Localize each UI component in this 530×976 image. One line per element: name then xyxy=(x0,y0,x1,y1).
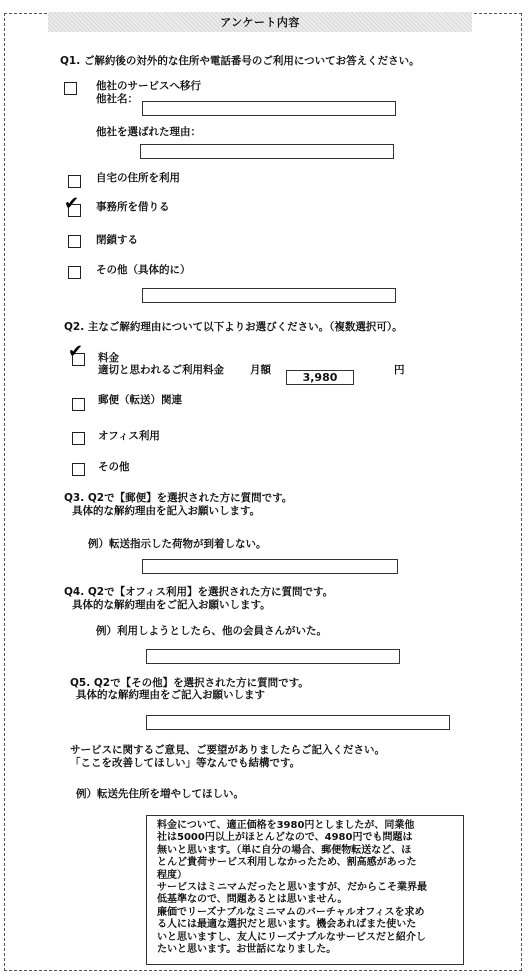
comment-line: 無いと思います。（単に自分の場合、郵便物転送など、ほ xyxy=(157,844,412,856)
q4-line2: 具体的な解約理由をご記入お願いします。 xyxy=(72,599,271,611)
q2-mail-label: 郵便（転送）関連 xyxy=(98,394,182,406)
q4-example: 例）利用しようとしたら、他の会員さんがいた。 xyxy=(96,625,327,637)
q1-own-address-label: 自宅の住所を利用 xyxy=(96,172,180,184)
q1-close-checkbox[interactable] xyxy=(68,235,81,248)
survey-title: アンケート内容 xyxy=(220,16,300,29)
q3-line1: Q3. Q2で【郵便】を選択された方に質問です。 xyxy=(64,492,293,504)
q1-question: Q1. ご解約後の対外的な住所や電話番号のご利用についてお答えください。 xyxy=(60,55,420,67)
comment-line: 低基準なので、問題あるとは思いません。 xyxy=(157,894,348,906)
checkmark-icon: ✔ xyxy=(64,193,80,214)
comment-line: 料金について、適正価格を3980円としましたが、同業他 xyxy=(157,820,415,831)
comment-line: る人には最適な選択だと思います。機会あればまた使いた xyxy=(157,919,417,931)
q2-question: Q2. 主なご解約理由について以下よりお選びください。（複数選択可）。 xyxy=(64,321,403,333)
q5-line2: 具体的な解約理由をご記入お願いします xyxy=(76,689,265,701)
q1-rent-office-label: 事務所を借りる xyxy=(96,201,170,213)
feedback-comment-box[interactable] xyxy=(146,815,464,965)
q2-fee-detail: 適切と思われるご利用料金 xyxy=(98,364,224,376)
q2-monthly-input[interactable]: 3,980 xyxy=(286,370,354,385)
q1-other-label: その他（具体的に） xyxy=(96,264,191,276)
q2-fee-label: 料金 xyxy=(98,352,119,364)
comment-line: とんど貴荷サービス利用しなかったため、割高感があった xyxy=(157,857,417,869)
q4-input[interactable] xyxy=(146,649,400,664)
comment-line: 程度） xyxy=(157,869,187,881)
q3-line2: 具体的な解約理由を記入お願いします。 xyxy=(72,505,261,517)
q2-other-label: その他 xyxy=(98,461,130,473)
comment-line: 社は5000円以上がほとんどなので、4980円でも問題は xyxy=(157,832,413,844)
q1-other-checkbox[interactable] xyxy=(68,266,81,279)
q3-input[interactable] xyxy=(142,559,398,574)
q3-example: 例）転送指示した荷物が到着しない。 xyxy=(88,538,267,550)
comment-line: いと思いますし、友人にリーズナブルなサービスだと紹介し xyxy=(157,931,426,943)
comment-line: 廉価でリーズナブルなミニマムのバーチャルオフィスを求め xyxy=(157,906,425,918)
feedback-example: 例）転送先住所を増やしてほしい。 xyxy=(76,788,244,800)
feedback-line2: 「ここを改善してほしい」等なんでも結構です。 xyxy=(70,757,301,769)
q1-company-label: 他社名： xyxy=(96,93,138,105)
title-bar xyxy=(48,12,472,32)
q5-input[interactable] xyxy=(146,715,450,730)
feedback-line1: サービスに関するご意見、ご要望がありましたらご記入ください。 xyxy=(70,744,385,756)
q4-line1: Q4. Q2で【オフィス利用】を選択された方に質問です。 xyxy=(64,586,334,598)
q5-line1: Q5. Q2で【その他】を選択された方に質問です。 xyxy=(70,677,309,689)
comment-line: サービスはミニマムだったと思いますが、だからこそ業界最 xyxy=(157,882,427,894)
q1-other-service-checkbox[interactable] xyxy=(64,82,77,95)
comment-line: たいと思います。お世話になりました。 xyxy=(157,944,337,956)
q2-other-checkbox[interactable] xyxy=(72,463,85,476)
q1-company-input[interactable] xyxy=(142,101,396,116)
q2-yen-label: 円 xyxy=(394,364,405,376)
q1-reason-label: 他社を選ばれた理由： xyxy=(96,126,201,138)
checkmark-icon: ✔ xyxy=(68,341,84,362)
q1-other-input[interactable] xyxy=(142,288,396,303)
q2-office-label: オフィス利用 xyxy=(98,430,160,442)
q2-office-checkbox[interactable] xyxy=(72,432,85,445)
q2-mail-checkbox[interactable] xyxy=(72,398,85,411)
q1-close-label: 閉鎖する xyxy=(96,234,138,246)
q1-reason-input[interactable] xyxy=(140,144,394,159)
q1-other-service-label: 他社のサービスへ移行 xyxy=(96,80,201,92)
q1-own-address-checkbox[interactable] xyxy=(68,175,81,188)
q2-monthly-label: 月額 xyxy=(250,364,271,376)
